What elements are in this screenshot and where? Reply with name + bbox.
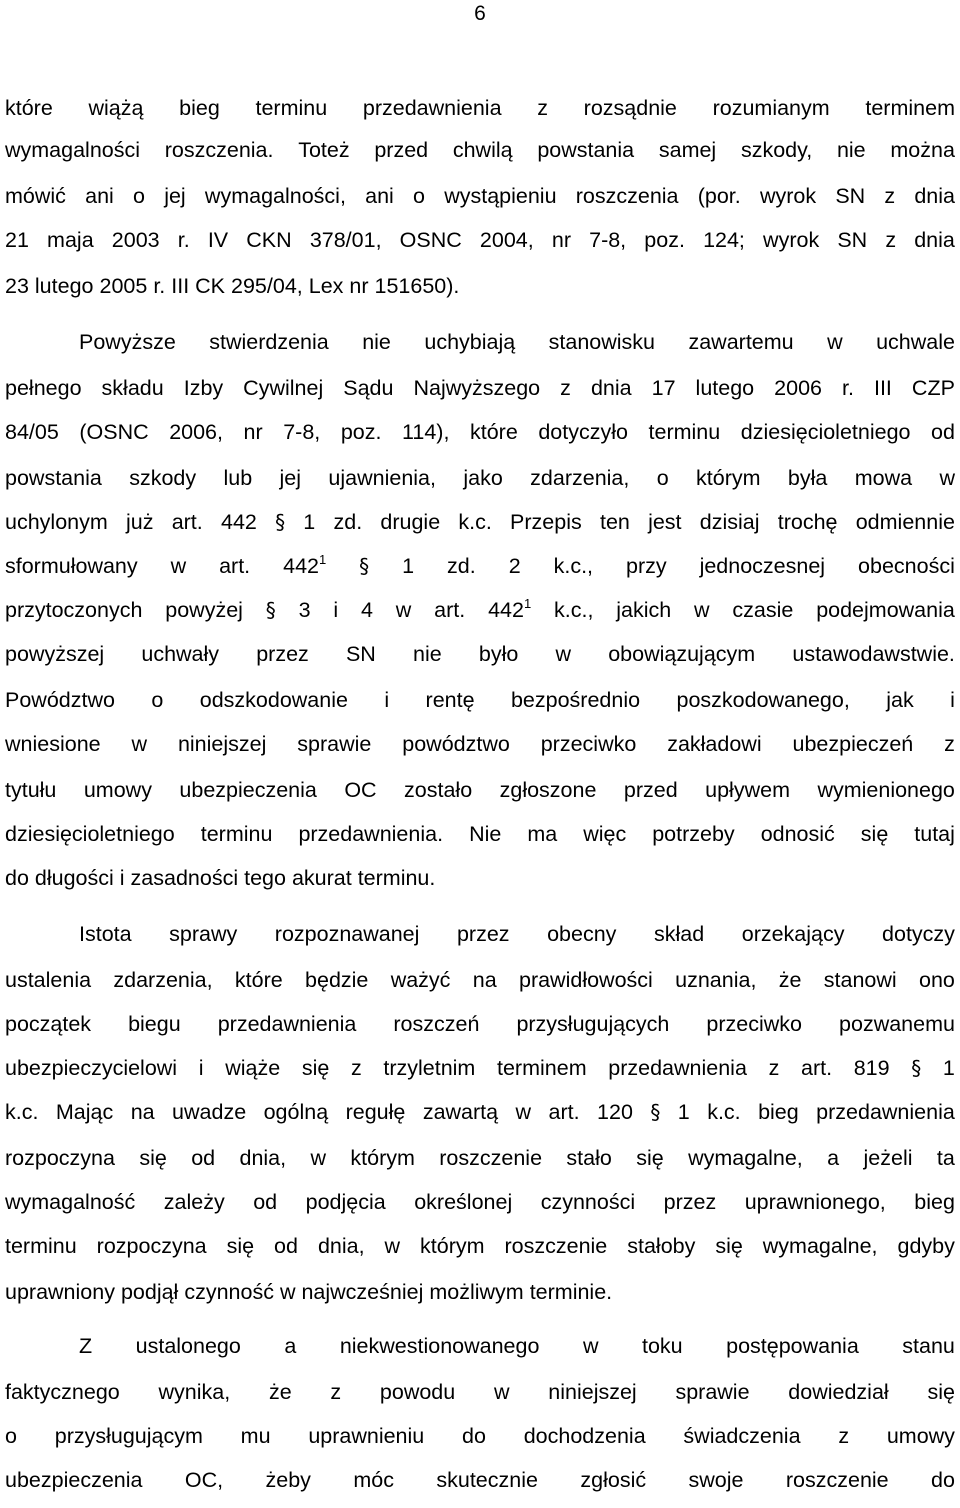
text-line: faktycznego wynika, że z powodu w niniejszej sprawie dowiedział się	[5, 1380, 955, 1404]
text-line: wymagalność zależy od podjęcia określonej czynności przez uprawnionego, bieg	[5, 1190, 955, 1214]
text-line: pełnego składu Izby Cywilnej Sądu Najwyższego z dnia 17 lutego 2006 r. III CZP	[5, 376, 955, 400]
text-line: wniesione w niniejszej sprawie powództwo przeciwko zakładowi ubezpieczeń z	[5, 732, 955, 756]
text-line: powyższej uchwały przez SN nie było w obowiązującym ustawodawstwie.	[5, 642, 955, 666]
text-line: Powództwo o odszkodowanie i rentę bezpośrednio poszkodowanego, jak i	[5, 688, 955, 712]
text-line: Istota sprawy rozpoznawanej przez obecny skład orzekający dotyczy	[79, 922, 955, 946]
text-line: rozpoczyna się od dnia, w którym roszczenie stało się wymagalne, a jeżeli ta	[5, 1146, 955, 1170]
text-line: wymagalności roszczenia. Toteż przed chwilą powstania samej szkody, nie można	[5, 138, 955, 162]
text-line: terminu rozpoczyna się od dnia, w którym roszczenie stałoby się wymagalne, gdyby	[5, 1234, 955, 1258]
text-line: k.c. Mając na uwadze ogólną regułę zawartą w art. 120 § 1 k.c. bieg przedawnienia	[5, 1100, 955, 1124]
text-line: ubezpieczycielowi i wiąże się z trzyletnim terminem przedawnienia z art. 819 § 1	[5, 1056, 955, 1080]
text-line: o przysługującym mu uprawnieniu do dochodzenia świadczenia z umowy	[5, 1424, 955, 1448]
text-line: 23 lutego 2005 r. III CK 295/04, Lex nr 151650).	[5, 274, 460, 298]
text-line: sformułowany w art. $442^1$ § 1 zd. 2 k.c., przy jednoczesnej obecności	[5, 552, 955, 578]
text-line: Powyższe stwierdzenia nie uchybiają stanowisku zawartemu w uchwale	[79, 330, 955, 354]
text-line: uprawniony podjął czynność w najwcześniej możliwym terminie.	[5, 1280, 613, 1304]
text-line: Z ustalonego a niekwestionowanego w toku postępowania stanu	[79, 1334, 955, 1358]
page-number: 6	[474, 2, 486, 25]
text-line: mówić ani o jej wymagalności, ani o wystąpieniu roszczenia (por. wyrok SN z dnia	[5, 184, 955, 208]
text-line: przytoczonych powyżej § 3 i 4 w art. $442^1$ k.c., jakich w czasie podejmowania	[5, 596, 955, 622]
text-line: początek biegu przedawnienia roszczeń przysługujących przeciwko pozwanemu	[5, 1012, 955, 1036]
text-line: uchylonym już art. 442 § 1 zd. drugie k.c. Przepis ten jest dzisiaj trochę odmiennie	[5, 510, 955, 534]
text-line: 84/05 (OSNC 2006, nr 7-8, poz. 114), które dotyczyło terminu dziesięcioletniego od	[5, 420, 955, 444]
text-line: powstania szkody lub jej ujawnienia, jako zdarzenia, o którym była mowa w	[5, 466, 955, 490]
text-line: ubezpieczenia OC, żeby móc skutecznie zgłosić swoje roszczenie do	[5, 1468, 955, 1492]
text-line: tytułu umowy ubezpieczenia OC zostało zgłoszone przed upływem wymienionego	[5, 778, 955, 802]
text-line: ustalenia zdarzenia, które będzie ważyć na prawidłowości uznania, że stanowi ono	[5, 968, 955, 992]
text-line: 21 maja 2003 r. IV CKN 378/01, OSNC 2004, nr 7-8, poz. 124; wyrok SN z dnia	[5, 228, 955, 252]
text-line: dziesięcioletniego terminu przedawnienia. Nie ma więc potrzeby odnosić się tutaj	[5, 822, 955, 846]
text-line: do długości i zasadności tego akurat terminu.	[5, 866, 436, 890]
text-line: które wiążą bieg terminu przedawnienia z rozsądnie rozumianym terminem	[5, 96, 955, 120]
